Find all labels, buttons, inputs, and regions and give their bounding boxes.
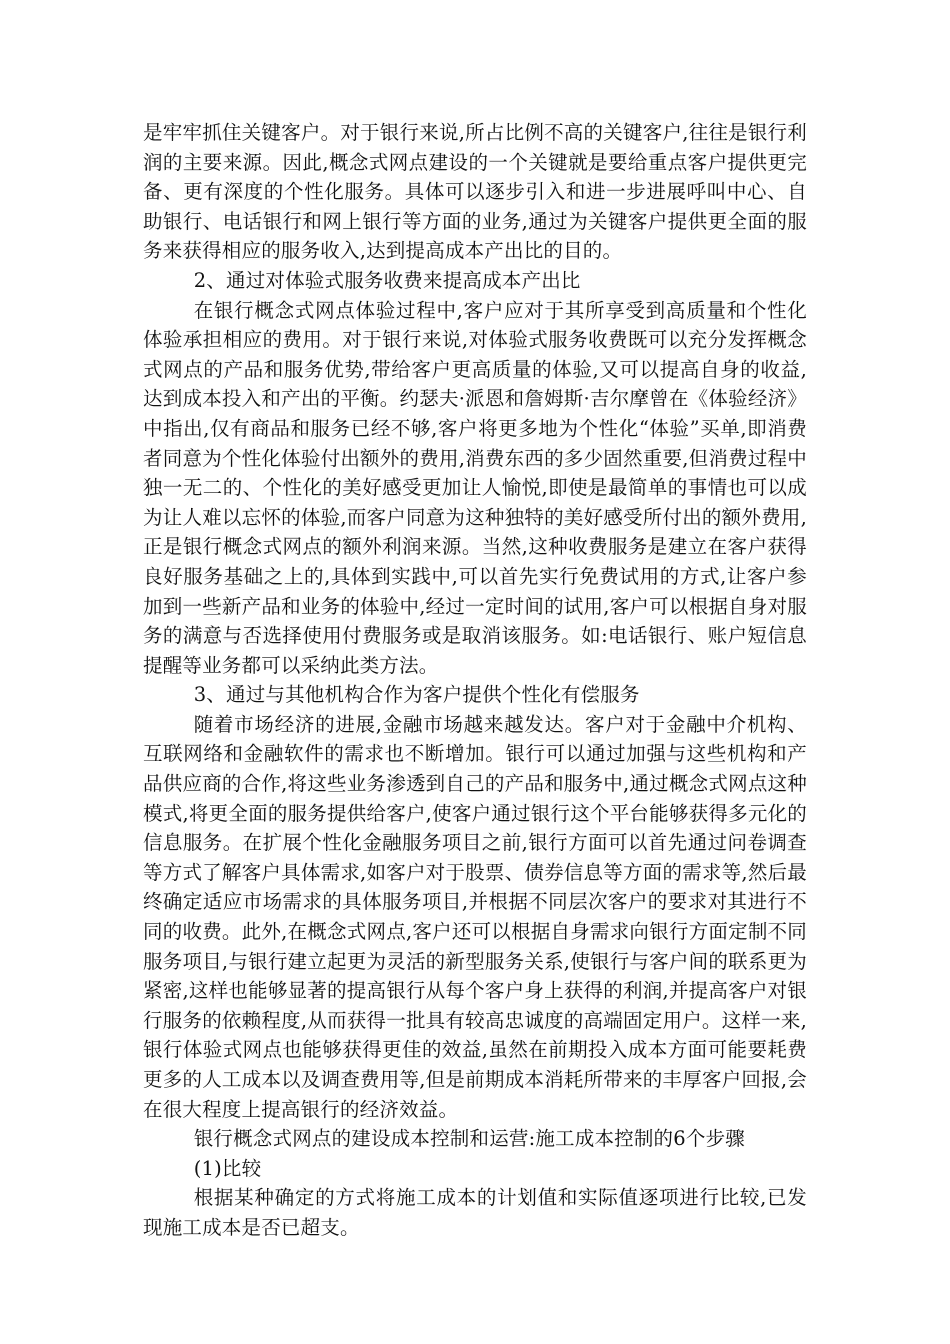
document-page — [143, 118, 807, 1243]
heading-experience-fee: 2、通过对体验式服务收费来提高成本产出比 — [193, 268, 581, 292]
paragraph-key-customers: 是牢牢抓住关键客户。对于银行来说,所占比例不高的关键客户,往往是银行利润的主要来源。因此,概念式网点建设的一个关键就是要给重点客户提供更完备、更有深度的个性化服务。具体可以逐步引入和进一步进展呼叫中心、自助银行、电话银行和网上银行等方面的业务,通过为关键客户提供更全面的服务来获得相应的服务收入,达到提高成本产出比的目的。 — [143, 121, 807, 263]
heading-cooperation: 3、通过与其他机构合作为客户提供个性化有偿服务 — [193, 683, 640, 707]
heading-cost-control: 银行概念式网点的建设成本控制和运营:施工成本控制的6个步骤 — [193, 1127, 745, 1151]
paragraph-compare: 根据某种确定的方式将施工成本的计划值和实际值逐项进行比较,已发现施工成本是否已超支。 — [143, 1186, 807, 1239]
heading-compare: (1)比较 — [193, 1156, 262, 1180]
paragraph-cooperation: 随着市场经济的进展,金融市场越来越发达。客户对于金融中介机构、互联网络和金融软件的需求也不断增加。银行可以通过加强与这些机构和产品供应商的合作,将这些业务渗透到自己的产品和服务中,通过概念式网点这种模式,将更全面的服务提供给客户,使客户通过银行这个平台能够获得多元化的信息服务。在扩展个性化金融服务项目之前,银行方面可以首先通过问卷调查等方式了解客户具体需求,如客户对于股票、债券信息等方面的需求等,然后最终确定适应市场需求的具体服务项目,并根据不同层次客户的要求对其进行不同的收费。此外,在概念式网点,客户还可以根据自身需求向银行方面定制不同服务项目,与银行建立起更为灵活的新型服务关系,使银行与客户间的联系更为紧密,这样也能够显著的提高银行从每个客户身上获得的利润,并提高客户对银行服务的依赖程度,从而获得一批具有较高忠诚度的高端固定用户。这样一来,银行体验式网点也能够获得更佳的效益,虽然在前期投入成本方面可能要耗费更多的人工成本以及调查费用等,但是前期成本消耗所带来的丰厚客户回报,会在很大程度上提高银行的经济效益。 — [143, 712, 807, 1121]
paragraph-experience-fee: 在银行概念式网点体验过程中,客户应对于其所享受到高质量和个性化体验承担相应的费用。对于银行来说,对体验式服务收费既可以充分发挥概念式网点的产品和服务优势,带给客户更高质量的体验,又可以提高自身的收益,达到成本投入和产出的平衡。约瑟夫·派恩和詹姆斯·吉尔摩曾在《体验经济》中指出,仅有商品和服务已经不够,客户将更多地为个性化“体验”买单,即消费者同意为个性化体验付出额外的费用,消费东西的多少固然重要,但消费过程中独一无二的、个性化的美好感受更加让人愉悦,即使是最简单的事情也可以成为让人难以忘怀的体验,而客户同意为这种独特的美好感受所付出的额外费用,正是银行概念式网点的额外利润来源。当然,这种收费服务是建立在客户获得良好服务基础之上的,具体到实践中,可以首先实行免费试用的方式,让客户参加到一些新产品和业务的体验中,经过一定时间的试用,客户可以根据自身对服务的满意与否选择使用付费服务或是取消该服务。如:电话银行、账户短信息提醒等业务都可以采纳此类方法。 — [143, 298, 807, 677]
